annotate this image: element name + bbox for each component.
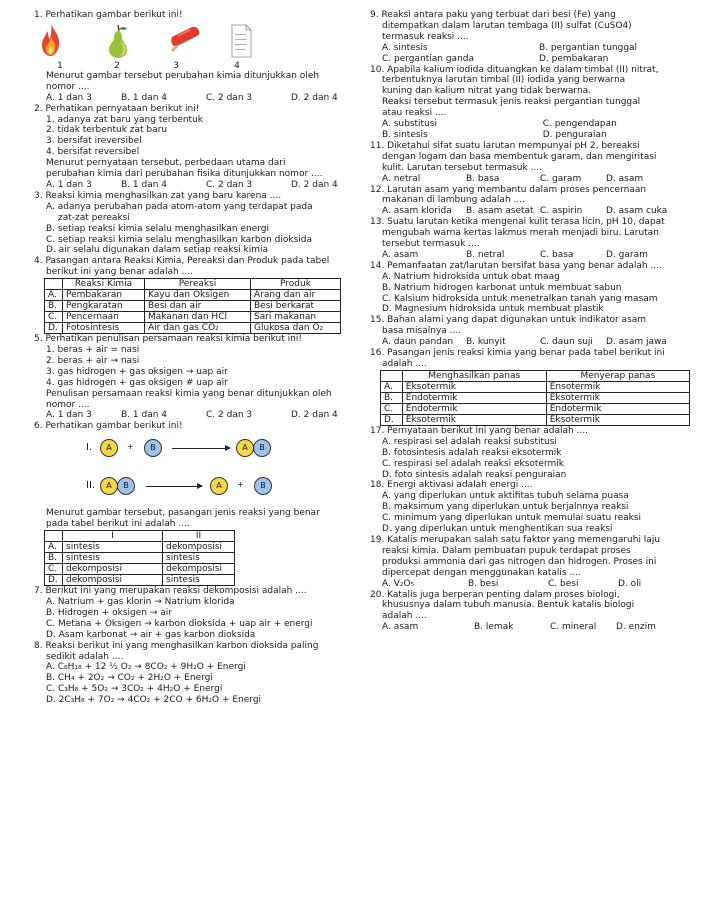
question-text: mengubah warna kertas lakmus merah menjadi biru. Larutan bbox=[382, 228, 659, 239]
options bbox=[370, 174, 690, 185]
question-stem: Menurut gambar tersebut perubahan kimia ditunjukkan oleh bbox=[46, 70, 320, 81]
question-text: adalah .... bbox=[382, 359, 427, 369]
table-cell: Eksotermik bbox=[546, 392, 689, 403]
question-text: 5. Perhatikan penulisan persamaan reaksi kimia berikut ini! bbox=[34, 334, 302, 345]
question-text: 7. Berikut ini yang merupakan reaksi dekomposisi adalah .... bbox=[34, 586, 307, 597]
option[interactable]: A. asam klorida bbox=[382, 206, 452, 217]
question-text: makanan di lambung adalah .... bbox=[382, 195, 525, 206]
option[interactable]: B. fotosintesis adalah reaksi eksotermik bbox=[382, 447, 562, 458]
table-cell: Makanan dan HCl bbox=[145, 312, 251, 323]
question-text: 4. Pasangan antara Reaksi Kimia, Pereaksi dan Produk pada tabel bbox=[34, 256, 330, 267]
table-cell: Air dan gas CO₂ bbox=[145, 323, 251, 334]
fire-icon bbox=[40, 23, 62, 57]
options bbox=[34, 410, 352, 421]
option[interactable]: A. adanya perubahan pada atom-atom yang terdapat pada bbox=[46, 201, 313, 212]
table-header: Produk bbox=[251, 279, 341, 290]
question-text: 6. Perhatikan gambar berikut ini! bbox=[34, 421, 183, 432]
answer-table bbox=[44, 530, 235, 586]
table-cell: C. bbox=[45, 564, 63, 575]
option[interactable]: D. yang diperlukan untuk menghentikan sua reaksi bbox=[382, 524, 613, 535]
arrow-icon bbox=[146, 486, 202, 487]
question-7 bbox=[34, 586, 352, 641]
options bbox=[370, 206, 690, 217]
question-text: 11. Diketahui sifat suatu larutan mempunyai pH 2, bereaksi bbox=[370, 140, 640, 151]
table-header: Menghasilkan panas bbox=[402, 370, 546, 381]
question-4 bbox=[34, 256, 352, 334]
option[interactable]: C. setiap reaksi kimia selalu menghasilkan karbon dioksida bbox=[46, 234, 312, 245]
atom-b: B bbox=[117, 477, 135, 495]
arrow-icon bbox=[172, 448, 230, 449]
question-stem: perubahan kimia dari perubahan fisika ditunjukkan nomor .... bbox=[46, 169, 323, 180]
option[interactable]: B. basa bbox=[466, 173, 500, 184]
image-label: 4 bbox=[234, 60, 240, 71]
option[interactable]: D. air selalu digunakan dalam setiap reaksi kimia bbox=[46, 245, 269, 256]
table-cell: Ensotermik bbox=[546, 381, 689, 392]
atom-a: A bbox=[210, 477, 228, 495]
answer-table bbox=[44, 278, 341, 334]
options bbox=[34, 93, 352, 104]
table-cell: Endotermik bbox=[546, 403, 689, 414]
option[interactable]: C. mineral bbox=[550, 622, 597, 633]
option[interactable]: A. V₂O₅ bbox=[382, 578, 415, 589]
question-text: khususnya dalam tubuh manusia. Bentuk katalis biologi bbox=[382, 600, 635, 611]
question-text: 12. Larutan asam yang membantu dalam proses pencernaan bbox=[370, 184, 647, 195]
option[interactable]: C. 2 dan 3 bbox=[206, 410, 253, 421]
table-row[interactable] bbox=[45, 323, 341, 334]
option[interactable]: C. 2 dan 3 bbox=[206, 92, 253, 103]
option[interactable]: C. aspirin bbox=[540, 206, 583, 217]
table-cell: D. bbox=[45, 575, 63, 586]
table-row[interactable] bbox=[381, 403, 690, 414]
question-text: kulit. Larutan tersebut termasuk .... bbox=[382, 162, 543, 173]
option[interactable]: A. Natrium hidroksida untuk obat maag bbox=[382, 271, 560, 282]
option[interactable]: B. sintesis bbox=[382, 129, 428, 140]
question-text: 10. Apabila kalium iodida dituangkan ke dalam timbal (II) nitrat, bbox=[370, 64, 659, 75]
answer-table bbox=[380, 370, 690, 426]
question-text: 14. Pemanfaatan zat/larutan bersifat basa yang benar adalah .... bbox=[370, 260, 662, 271]
table-cell: B. bbox=[381, 392, 403, 403]
question-text: 19. Katalis merupakan salah satu faktor yang memengaruhi laju bbox=[370, 534, 661, 545]
option[interactable]: C. minimum yang diperlukan untuk memulai suatu reaksi bbox=[382, 513, 642, 524]
question-text: Reaksi tersebut termasuk jenis reaksi pergantian tunggal bbox=[382, 97, 641, 108]
option[interactable]: D. oli bbox=[618, 578, 642, 589]
table-row[interactable] bbox=[45, 553, 235, 564]
table-header bbox=[45, 279, 63, 290]
question-14 bbox=[370, 261, 690, 316]
table-cell: C. bbox=[381, 403, 403, 414]
question-3 bbox=[34, 191, 352, 256]
option[interactable]: D. asam jawa bbox=[606, 337, 667, 348]
table-cell: Fotosintesis bbox=[63, 323, 145, 334]
option[interactable]: B. 1 dan 4 bbox=[121, 179, 168, 190]
option[interactable]: B. maksimum yang diperlukan untuk berjalnnya reaksi bbox=[382, 502, 629, 513]
image-label: 1 bbox=[57, 60, 63, 71]
atom-b: B bbox=[253, 439, 271, 457]
image-row bbox=[34, 23, 352, 71]
question-10 bbox=[370, 65, 690, 141]
question-text: 1. Perhatikan gambar berikut ini! bbox=[34, 10, 183, 20]
option[interactable]: A. asam bbox=[382, 249, 419, 260]
table-cell: sintesis bbox=[163, 553, 235, 564]
option[interactable]: B. Natrium hidrogen karbonat untuk membuat sabun bbox=[382, 282, 622, 293]
table-header: Reaksi Kimia bbox=[63, 279, 145, 290]
table-cell: A. bbox=[45, 290, 63, 301]
question-stem: Menurut gambar tersebut, pasangan jenis reaksi yang benar bbox=[46, 508, 320, 519]
table-row[interactable] bbox=[45, 312, 341, 323]
option[interactable]: A. netral bbox=[382, 173, 421, 184]
table-cell: Sari makanan bbox=[251, 312, 341, 323]
option[interactable]: A. daun pandan bbox=[382, 337, 454, 348]
question-18 bbox=[370, 480, 690, 535]
question-text: 13. Suatu larutan ketika mengenai kulit terasa licin, pH 10, dapat bbox=[370, 217, 665, 228]
question-stem: Penulisan persamaan reaksi kimia yang benar ditunjukkan oleh bbox=[46, 388, 332, 399]
option[interactable]: C. Metana + Oksigen → karbon dioksida + uap air + energi bbox=[46, 618, 313, 629]
option[interactable]: A. asam bbox=[382, 622, 419, 633]
question-text: 9. Reaksi antara paku yang terbuat dari besi (Fe) yang bbox=[370, 10, 616, 20]
statement: 4. bersifat reversibel bbox=[46, 147, 140, 158]
table-cell: sintesis bbox=[63, 553, 163, 564]
question-17 bbox=[370, 426, 690, 481]
table-cell: A. bbox=[381, 381, 403, 392]
atom-a: A bbox=[100, 477, 118, 495]
option[interactable]: A. 1 dan 3 bbox=[46, 179, 92, 190]
option[interactable]: D. foto sintesis adalah reaksi penguraian bbox=[382, 469, 567, 480]
table-cell: Eksotermik bbox=[402, 381, 546, 392]
question-20 bbox=[370, 590, 690, 634]
table-row[interactable] bbox=[45, 542, 235, 553]
option-continued: zat-zat pereaksi bbox=[58, 212, 130, 223]
options bbox=[370, 130, 690, 141]
table-row[interactable] bbox=[381, 414, 690, 425]
question-text: termasuk reaksi .... bbox=[382, 31, 469, 42]
options bbox=[370, 43, 690, 54]
question-text: 15. Bahan alami yang dapat digunakan untuk indikator asam bbox=[370, 315, 647, 326]
ice-pop-icon bbox=[168, 23, 202, 53]
table-cell: C. bbox=[45, 312, 63, 323]
option[interactable]: C. C₃H₈ + 5O₂ → 3CO₂ + 4H₂O + Energi bbox=[46, 684, 223, 695]
question-13 bbox=[370, 217, 690, 261]
option[interactable]: D. penguraian bbox=[542, 129, 607, 140]
option[interactable]: D. 2 dan 4 bbox=[291, 410, 338, 421]
question-8 bbox=[34, 641, 352, 706]
question-15 bbox=[370, 315, 690, 348]
option[interactable]: D. 2C₃H₈ + 7O₂ → 4CO₂ + 2CO + 6H₂O + Energi bbox=[46, 695, 262, 706]
option[interactable]: B. asam asetat bbox=[466, 206, 534, 217]
option[interactable]: A. yang diperlukan untuk aktifitas tubuh selama puasa bbox=[382, 491, 629, 502]
table-cell: Eksotermik bbox=[546, 414, 689, 425]
statement: 3. bersifat ireversibel bbox=[46, 136, 142, 147]
table-row[interactable] bbox=[45, 564, 235, 575]
table-cell: Pengkaratan bbox=[63, 301, 145, 312]
question-text: 3. Reaksi kimia menghasilkan zat yang baru karena .... bbox=[34, 190, 282, 201]
options bbox=[370, 337, 690, 348]
question-stem: Menurut pernyataan tersebut, perbedaan utama dari bbox=[46, 158, 286, 169]
table-cell: Pembakaran bbox=[63, 290, 145, 301]
question-12 bbox=[370, 185, 690, 218]
question-text: 17. Pernyataan berikut ini yang benar adalah .... bbox=[370, 425, 588, 436]
option[interactable]: D. garam bbox=[606, 249, 648, 260]
option[interactable]: C. pergantian ganda bbox=[382, 53, 474, 64]
question-text: reaksi kimia. Dalam pembuatan pupuk terdapat proses bbox=[382, 545, 631, 556]
table-cell: Besi berkarat bbox=[251, 301, 341, 312]
atom-a: A bbox=[236, 439, 254, 457]
table-cell: Endotermik bbox=[402, 403, 546, 414]
image-label: 2 bbox=[114, 60, 120, 71]
option[interactable]: B. netral bbox=[466, 249, 505, 260]
option[interactable]: B. 1 dan 4 bbox=[121, 92, 168, 103]
question-16 bbox=[370, 348, 690, 426]
question-text: dipercepat dengan menggunakan katalis .... bbox=[382, 567, 581, 578]
option[interactable]: A. sintesis bbox=[382, 42, 428, 53]
left-column bbox=[34, 10, 352, 706]
question-text: berikut ini yang benar adalah .... bbox=[46, 267, 193, 278]
option[interactable]: D. Magnesium hidroksida untuk membuat plastik bbox=[382, 304, 604, 315]
table-cell: D. bbox=[381, 414, 403, 425]
table-cell: Eksotermik bbox=[402, 414, 546, 425]
table-header: I bbox=[63, 531, 163, 542]
question-text: adalah .... bbox=[382, 611, 427, 622]
option[interactable]: A. 1 dan 3 bbox=[46, 410, 92, 421]
option[interactable]: C. daun suji bbox=[540, 337, 593, 348]
options bbox=[370, 119, 690, 130]
question-text: 2. Perhatikan pernyataan berikut ini! bbox=[34, 103, 200, 114]
question-text: 8. Reaksi berikut ini yang menghasilkan karbon dioksida paling bbox=[34, 640, 319, 651]
option[interactable]: B. CH₄ + 2O₂ → CO₂ + 2H₂O + Energi bbox=[46, 673, 213, 684]
option[interactable]: D. asam bbox=[606, 173, 644, 184]
options bbox=[370, 54, 690, 65]
option[interactable]: C. besi bbox=[548, 578, 579, 589]
plus-sign: + bbox=[127, 442, 134, 452]
statement: 4. gas hidrogen + gas oksigen # uap air bbox=[46, 377, 228, 388]
table-cell: D. bbox=[45, 323, 63, 334]
option[interactable]: B. besi bbox=[468, 578, 499, 589]
question-11 bbox=[370, 141, 690, 185]
option[interactable]: B. Hidrogen + oksigen → air bbox=[46, 607, 172, 618]
table-row[interactable] bbox=[45, 575, 235, 586]
question-stem: nomor .... bbox=[46, 399, 90, 410]
question-text: atau reaksi .... bbox=[382, 108, 447, 119]
question-1 bbox=[34, 10, 352, 104]
option[interactable]: D. pembakaran bbox=[538, 53, 609, 64]
question-text: kuning dan kalium nitrat yang tidak berwarna. bbox=[382, 86, 592, 97]
option[interactable]: B. 1 dan 4 bbox=[121, 410, 168, 421]
table-cell: Arang dan air bbox=[251, 290, 341, 301]
diagram-label: I. bbox=[86, 442, 93, 454]
table-header bbox=[45, 531, 63, 542]
question-19 bbox=[370, 535, 690, 590]
table-cell: dekomposisi bbox=[163, 564, 235, 575]
option[interactable]: A. substitusi bbox=[382, 119, 437, 130]
option[interactable]: D. 2 dan 4 bbox=[291, 92, 338, 103]
table-cell: dekomposisi bbox=[63, 575, 163, 586]
option[interactable]: A. Natrium + gas klorin → Natrium klorida bbox=[46, 597, 235, 607]
question-text: 20. Katalis juga berperan penting dalam proses biologi, bbox=[370, 589, 620, 600]
paper-icon bbox=[228, 23, 254, 59]
options bbox=[370, 579, 690, 590]
table-cell: sintesis bbox=[63, 542, 163, 553]
table-row[interactable] bbox=[381, 381, 690, 392]
question-text: 16. Pasangan jenis reaksi kimia yang benar pada tabel berikut ini bbox=[370, 348, 665, 359]
option[interactable]: C. basa bbox=[540, 249, 574, 260]
options bbox=[370, 250, 690, 261]
atom-a: A bbox=[100, 439, 118, 457]
table-row[interactable] bbox=[381, 392, 690, 403]
table-cell: Pencernaan bbox=[63, 312, 145, 323]
option[interactable]: D. asam cuka bbox=[606, 206, 668, 217]
diagram-label: II. bbox=[86, 480, 96, 492]
question-text: dengan logam dan basa membentuk garam, dan mengiritasi bbox=[382, 151, 657, 162]
question-text: sedikit adalah .... bbox=[46, 651, 124, 662]
table-row[interactable] bbox=[45, 290, 341, 301]
option[interactable]: A. respirasi sel adalah reaksi substitusi bbox=[382, 436, 557, 447]
right-column bbox=[370, 10, 690, 633]
atom-b: B bbox=[254, 477, 272, 495]
question-6 bbox=[34, 421, 352, 586]
option[interactable]: B. lemak bbox=[474, 622, 514, 633]
question-text: produksi ammonia dari gas nitrogen dan hidrogen. Proses ini bbox=[382, 556, 657, 567]
statement: 3. gas hidrogen + gas oksigen → uap air bbox=[46, 366, 228, 377]
reaction-diagram-2 bbox=[34, 470, 352, 508]
option[interactable]: A. 1 dan 3 bbox=[46, 92, 92, 103]
question-text: ditempatkan dalam larutan tembaga (II) sulfat (CuSO4) bbox=[382, 20, 632, 31]
reaction-diagram-1 bbox=[34, 432, 352, 470]
statement: 2. tidak terbentuk zat baru bbox=[46, 125, 168, 136]
table-cell: Endotermik bbox=[402, 392, 546, 403]
option[interactable]: C. pengendapan bbox=[542, 119, 617, 130]
table-header-row bbox=[45, 531, 235, 542]
table-header: Menyerap panas bbox=[546, 370, 689, 381]
option[interactable]: C. garam bbox=[540, 173, 582, 184]
plus-sign: + bbox=[237, 480, 244, 490]
question-stem: nomor .... bbox=[46, 81, 90, 92]
options bbox=[34, 180, 352, 191]
statement: 1. adanya zat baru yang terbentuk bbox=[46, 114, 204, 125]
pear-icon bbox=[106, 23, 130, 59]
option[interactable]: D. enzim bbox=[616, 622, 656, 633]
table-cell: dekomposisi bbox=[163, 542, 235, 553]
table-header-row bbox=[381, 370, 690, 381]
table-cell: sintesis bbox=[163, 575, 235, 586]
question-text: tersebut termasuk .... bbox=[382, 239, 480, 250]
question-text: terbentuknya larutan timbal (II) iodida yang berwarna bbox=[382, 75, 626, 86]
option[interactable]: D. 2 dan 4 bbox=[291, 179, 338, 190]
question-5 bbox=[34, 334, 352, 421]
question-text: basa misalnya .... bbox=[382, 326, 462, 337]
table-cell: Glukosa dan O₂ bbox=[251, 323, 341, 334]
statement: 2. beras + air → nasi bbox=[46, 355, 140, 366]
table-header: Pereaksi bbox=[145, 279, 251, 290]
option[interactable]: B. setiap reaksi kimia selalu menghasilkan energi bbox=[46, 223, 270, 234]
option[interactable]: C. respirasi sel adalah reaksi eksotermik bbox=[382, 458, 564, 469]
image-label: 3 bbox=[173, 60, 179, 71]
question-2 bbox=[34, 104, 352, 191]
option[interactable]: D. Asam karbonat → air + gas karbon dioksida bbox=[46, 629, 256, 640]
question-text: 18. Energi aktivasi adalah energi .... bbox=[370, 480, 533, 491]
statement: 1. beras + air = nasi bbox=[46, 345, 140, 356]
option[interactable]: A. C₈H₁₈ + 12 ½ O₂ → 8CO₂ + 9H₂O + Energi bbox=[46, 662, 246, 673]
table-header: II bbox=[163, 531, 235, 542]
option[interactable]: B. kunyit bbox=[466, 337, 506, 348]
option[interactable]: B. pergantian tunggal bbox=[538, 42, 638, 53]
option[interactable]: C. 2 dan 3 bbox=[206, 179, 253, 190]
table-cell: Kayu dan Oksigen bbox=[145, 290, 251, 301]
table-cell: dekomposisi bbox=[63, 564, 163, 575]
table-cell: B. bbox=[45, 301, 63, 312]
atom-b: B bbox=[144, 439, 162, 457]
options bbox=[370, 622, 690, 633]
table-cell: B. bbox=[45, 553, 63, 564]
table-header-row bbox=[45, 279, 341, 290]
question-stem: pada tabel berikut ini adalah .... bbox=[46, 519, 190, 530]
table-cell: A. bbox=[45, 542, 63, 553]
table-row[interactable] bbox=[45, 301, 341, 312]
question-9 bbox=[370, 10, 690, 65]
option[interactable]: C. Kalsium hidroksida untuk menetralkan tanah yang masam bbox=[382, 293, 658, 304]
table-header bbox=[381, 370, 403, 381]
table-cell: Besi dan air bbox=[145, 301, 251, 312]
